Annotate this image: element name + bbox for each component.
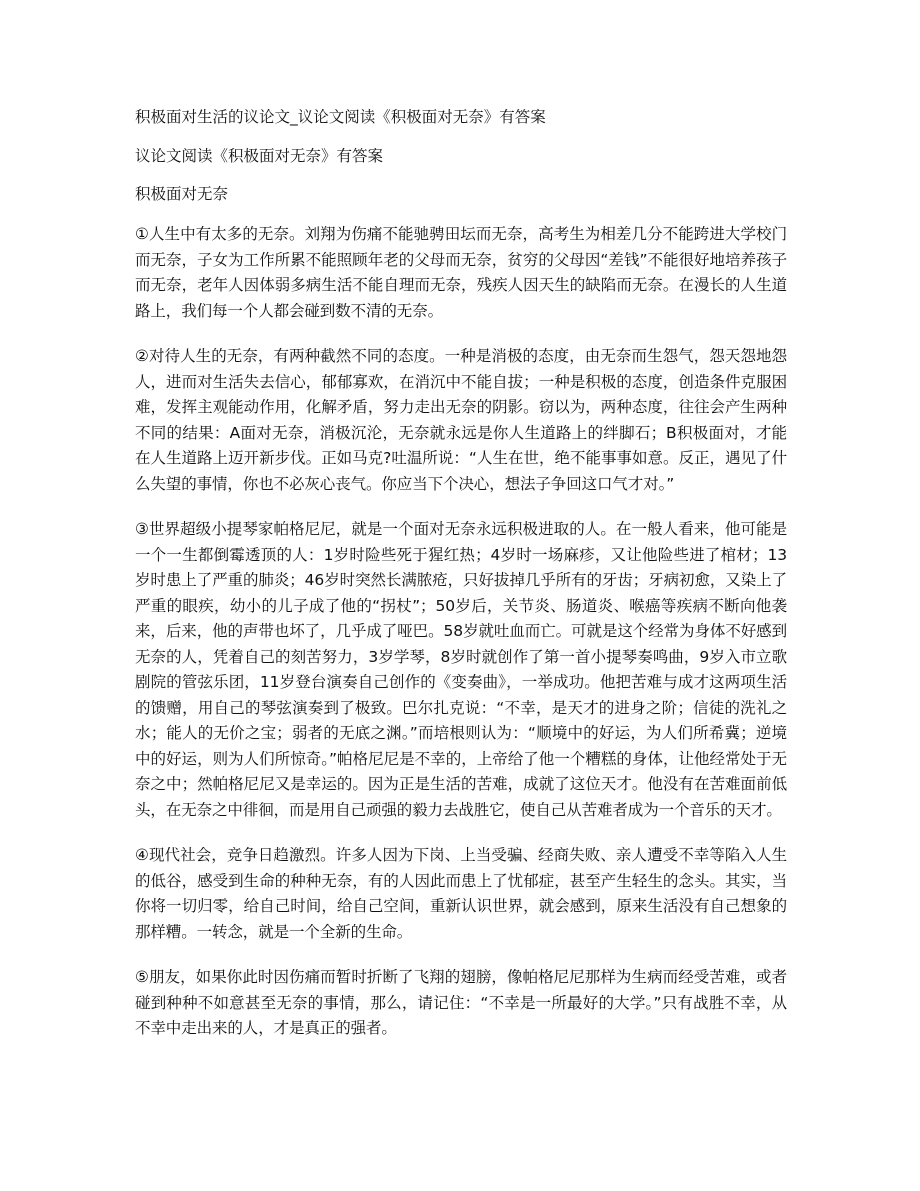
paragraph-5: ⑤朋友，如果你此时因伤痛而暂时折断了飞翔的翅膀，像帕格尼尼那样为生病而经受苦难，或者碰到种种不如意甚至无奈的事情，那么，请记住：“不幸是一所最好的大学。”只有战胜不幸，从不幸中走出来的人，才是真正的强者。 — [135, 968, 787, 1037]
paragraph-3: ③世界超级小提琴家帕格尼尼，就是一个面对无奈永远积极进取的人。在一般人看来，他可能是一个一生都倒霉透顶的人：1岁时险些死于猩红热；4岁时一场麻疹，又让他险些进了棺材；13岁时患上了严重的肺炎；46岁时突然长满脓疮，只好拔掉几乎所有的牙齿；牙病初愈，又染上了严重的眼疾，幼小的儿子成了他的“拐杖”；50岁后，关节炎、肠道炎、喉癌等疾病不断向他袭来，后来，他的声带也坏了，几乎成了哑巴。58岁就吐血而亡。可就是这个经常为身体不好感到无奈的人，凭着自己的刻苦努力，3岁学琴，8岁时就创作了第一首小提琴奏鸣曲，9岁入市立歌剧院的管弦乐团，11岁登台演奏自己创作的《变奏曲》，一举成功。他把苦难与成才这两项生活的馈赠，用自己的琴弦演奏到了极致。巴尔扎克说：“不幸，是天才的进身之阶；信徒的洗礼之水；能人的无价之宝；弱者的无底之渊。”而培根则认为：“顺境中的好运，为人们所希冀；逆境中的好运，则为人们所惊奇。”帕格尼尼是不幸的，上帝给了他一个糟糕的身体，让他经常处于无奈之中；然帕格尼尼又是幸运的。因为正是生活的苦难，成就了这位天才。他没有在苦难面前低头，在无奈之中徘徊，而是用自己顽强的毅力去战胜它，使自己从苦难者成为一个音乐的天才。 — [135, 520, 787, 819]
paragraph-4: ④现代社会，竞争日趋激烈。许多人因为下岗、上当受骗、经商失败、亲人遭受不幸等陷入人生的低谷，感受到生命的种种无奈，有的人因此而患上了忧郁症，甚至产生轻生的念头。其实，当你将一切归零，给自己时间，给自己空间，重新认识世界，就会感到，原来生活没有自己想象的那样糟。一转念，就是一个全新的生命。 — [135, 846, 787, 941]
article-title: 积极面对无奈 — [135, 185, 229, 203]
document-subtitle: 议论文阅读《积极面对无奈》有答案 — [135, 147, 384, 165]
paragraph-1: ①人生中有太多的无奈。刘翔为伤痛不能驰骋田坛而无奈，高考生为相差几分不能跨进大学校门而无奈，子女为工作所累不能照顾年老的父母而无奈，贫穷的父母因“差钱”不能很好地培养孩子而无奈，老年人因体弱多病生活不能自理而无奈，残疾人因天生的缺陷而无奈。在漫长的人生道路上，我们每一个人都会碰到数不清的无奈。 — [135, 225, 787, 320]
document-page — [135, 106, 787, 1062]
document-title: 积极面对生活的议论文_议论文阅读《积极面对无奈》有答案 — [135, 108, 546, 126]
paragraph-2: ②对待人生的无奈，有两种截然不同的态度。一种是消极的态度，由无奈而生怨气，怨天怨地怨人，进而对生活失去信心，郁郁寡欢，在消沉中不能自拔；一种是积极的态度，创造条件克服困难，发挥主观能动作用，化解矛盾，努力走出无奈的阴影。窃以为，两种态度，往往会产生两种不同的结果：A面对无奈，消极沉沦，无奈就永远是你人生道路上的绊脚石；B积极面对，才能在人生道路上迈开新步伐。正如马克?吐温所说：“人生在世，绝不能事事如意。反正，遇见了什么失望的事情，你也不必灰心丧气。你应当下个决心，想法子争回这口气才对。” — [135, 347, 787, 493]
